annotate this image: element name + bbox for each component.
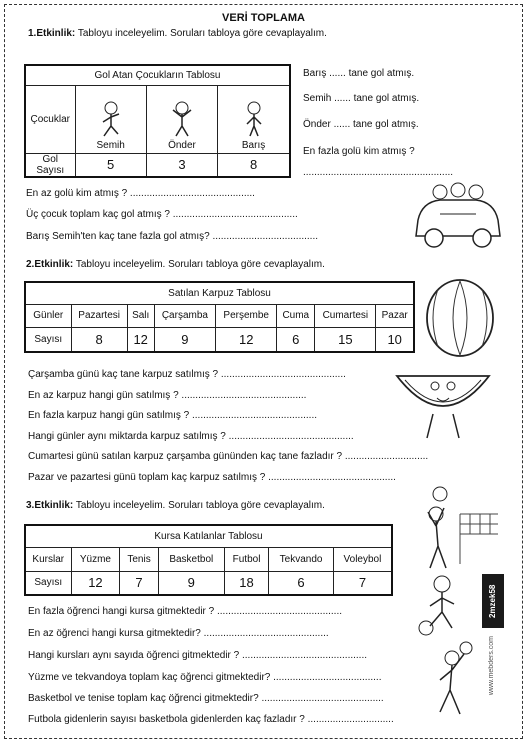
question-right: En fazla golü kim atmış ?	[303, 146, 415, 157]
kids-car-illustration	[410, 180, 505, 252]
watermelon-table	[24, 281, 415, 353]
child-onder	[146, 85, 217, 153]
child-name: Barış	[241, 139, 266, 151]
course-cell: Tenis	[120, 547, 158, 571]
activity-1-instruction	[28, 28, 327, 39]
runner-boy-icon	[96, 100, 126, 140]
children-label: Çocuklar	[25, 85, 75, 153]
activity-3-instruction	[26, 500, 325, 511]
question: En az öğrenci hangi kursa gitmektedir? .............................................	[28, 628, 329, 639]
count-cell: 10	[376, 327, 414, 352]
question-right: Önder ...... tane gol atmış.	[303, 119, 419, 130]
watermelon-table-title: Satılan Karpuz Tablosu	[25, 282, 414, 305]
question-right: Semih ...... tane gol atmış.	[303, 93, 420, 104]
course-cell: Basketbol	[158, 547, 224, 571]
activity-1-heading: 1.Etkinlik:	[28, 28, 76, 39]
count-cell: 9	[158, 571, 224, 595]
question-right: Barış ...... tane gol atmış.	[303, 68, 415, 79]
watermelon-slice-character-icon	[393, 366, 493, 442]
volleyball-girl-icon	[400, 484, 500, 574]
question: En az golü kim atmış ? .............................................	[26, 188, 255, 199]
child-semih	[75, 85, 146, 153]
count-cell: 7	[333, 571, 392, 595]
goal-table-title: Gol Atan Çocukların Tablosu	[25, 65, 290, 85]
courses-table-title: Kursa Katılanlar Tablosu	[25, 525, 392, 547]
activity-3-heading: 3.Etkinlik:	[26, 500, 74, 511]
days-label: Günler	[25, 305, 71, 328]
course-cell: Tekvando	[269, 547, 334, 571]
count-cell: 9	[154, 327, 216, 352]
day-cell: Salı	[127, 305, 154, 328]
activity-1-text: Tabloyu inceleyelim. Soruları tabloya göre cevaplayalım.	[75, 28, 327, 39]
goal-table	[24, 64, 291, 178]
child-baris	[218, 85, 290, 153]
goal-count: 3	[146, 153, 217, 177]
soccer-boy-icon	[404, 574, 476, 636]
count-cell: 8	[71, 327, 127, 352]
question: En az karpuz hangi gün satılmış ? .............................................	[28, 390, 307, 401]
child-name: Önder	[168, 139, 196, 151]
course-cell: Yüzme	[71, 547, 120, 571]
count-cell: 18	[224, 571, 268, 595]
day-cell: Pazartesi	[71, 305, 127, 328]
count-cell: 6	[277, 327, 315, 352]
day-cell: Cuma	[277, 305, 315, 328]
course-cell: Voleybol	[333, 547, 392, 571]
activity-2-text: Tabloyu inceleyelim. Soruları tabloya göre cevaplayalım.	[73, 259, 325, 270]
count-cell: 12	[71, 571, 120, 595]
day-cell: Pazar	[376, 305, 414, 328]
count-label: Sayısı	[25, 571, 71, 595]
answer-line: ......................................................	[303, 167, 454, 178]
question: Barış Semih'ten kaç tane fazla gol atmış? ......................................	[26, 231, 319, 242]
question: Pazar ve pazartesi günü toplam kaç karpuz satılmış ? ..............................................	[28, 472, 396, 483]
question: Üç çocuk toplam kaç gol atmış ? .............................................	[26, 209, 298, 220]
page-title: VERİ TOPLAMA	[222, 12, 305, 24]
child-name: Semih	[96, 139, 125, 151]
question: Çarşamba günü kaç tane karpuz satılmış ? .............................................	[28, 369, 346, 380]
courses-label: Kurslar	[25, 547, 71, 571]
count-cell: 15	[315, 327, 376, 352]
jumping-boy-icon	[167, 100, 197, 140]
goal-count-label: Gol Sayısı	[25, 153, 75, 177]
basketball-player-icon	[418, 640, 484, 720]
question: Cumartesi günü satılan karpuz çarşamba gününden kaç tane fazladır ? ..............................	[28, 451, 429, 462]
count-label: Sayısı	[25, 327, 71, 352]
question: Hangi günler aynı miktarda karpuz satılmış ? .............................................	[28, 431, 354, 442]
count-cell: 12	[216, 327, 277, 352]
watermelon-icon	[424, 277, 496, 359]
question: Futbola gidenlerin sayısı basketbola gidenlerden kaç fazladır ? ...............................	[28, 714, 394, 725]
question: En fazla karpuz hangi gün satılmış ? .............................................	[28, 410, 318, 421]
activity-2-instruction	[26, 259, 325, 270]
activity-2-heading: 2.Etkinlik:	[26, 259, 74, 270]
question: Basketbol ve tenise toplam kaç öğrenci gitmektedir? ............................................	[28, 693, 384, 704]
courses-table	[24, 524, 393, 596]
question: En fazla öğrenci hangi kursa gitmektedir ? .............................................	[28, 606, 343, 617]
question: Hangi kursları aynı sayıda öğrenci gitmektedir ? .............................................	[28, 650, 368, 661]
day-cell: Perşembe	[216, 305, 277, 328]
goal-count: 8	[218, 153, 290, 177]
boy-icon	[239, 100, 269, 140]
day-cell: Çarşamba	[154, 305, 216, 328]
course-cell: Futbol	[224, 547, 268, 571]
question: Yüzme ve tekvandoya toplam kaç öğrenci gitmektedir? .......................................	[28, 672, 382, 683]
goal-count: 5	[75, 153, 146, 177]
publisher-tag: 2mzek58	[482, 574, 504, 628]
count-cell: 6	[269, 571, 334, 595]
count-cell: 12	[127, 327, 154, 352]
count-cell: 7	[120, 571, 158, 595]
publisher-url: www.mebders.com	[488, 636, 495, 696]
day-cell: Cumartesi	[315, 305, 376, 328]
activity-3-text: Tabloyu inceleyelim. Soruları tabloya göre cevaplayalım.	[73, 500, 325, 511]
